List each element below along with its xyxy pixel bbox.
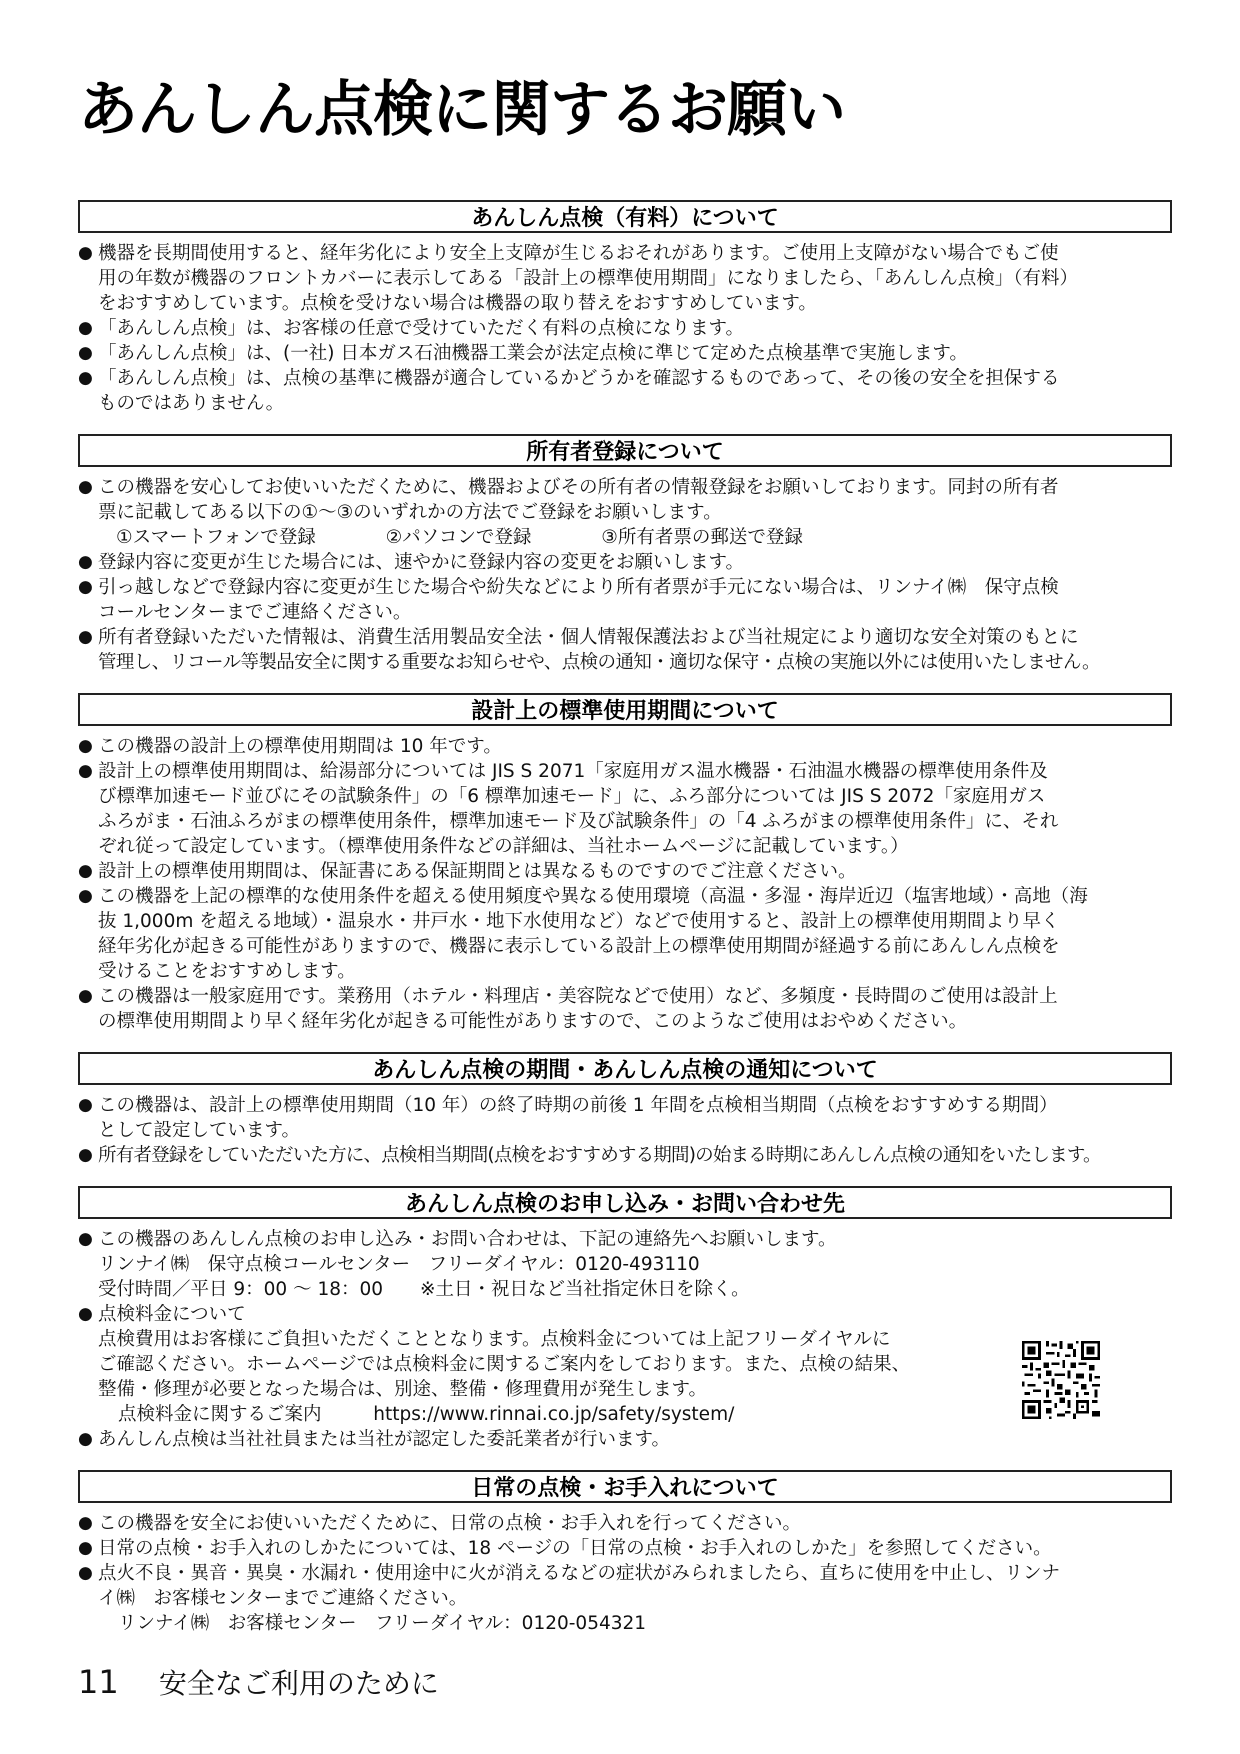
section-heading: あんしん点検（有料）について bbox=[78, 200, 1172, 233]
section-application-contact bbox=[78, 1186, 1172, 1452]
list-item: ● 「あんしん点検」は、お客様の任意で受けていただく有料の点検になります。 bbox=[78, 318, 745, 339]
item-list bbox=[78, 734, 1172, 1034]
list-item: ● 「あんしん点検」は、(一社) 日本ガス石油機器工業会が法定点検に準じて定めた点検基準で実施します。 bbox=[78, 343, 968, 364]
list-item: ● この機器の設計上の標準使用期間は 10 年です。 bbox=[78, 736, 502, 757]
registration-options bbox=[78, 525, 1172, 550]
list-item: ● 所有者登録いただいた情報は、消費生活用製品安全法・個人情報保護法および当社規定により適切な安全対策のもとに 管理し、リコール等製品安全に関する重要なお知らせや、点検の通知・適切な保守・点検の実施以外には使用いたしません。 bbox=[78, 627, 1100, 673]
bullet-icon: ● bbox=[78, 1229, 93, 1249]
section-heading: 日常の点検・お手入れについて bbox=[78, 1470, 1172, 1503]
item-list bbox=[78, 1227, 1172, 1452]
item-list bbox=[78, 241, 1172, 416]
fee-info-url[interactable]: https://www.rinnai.co.jp/safety/system/ bbox=[373, 1404, 735, 1425]
call-center-phone: リンナイ㈱ 保守点検コールセンター フリーダイヤル：0120-493110 bbox=[98, 1254, 700, 1275]
bullet-icon: ● bbox=[78, 552, 93, 572]
option-pc: ②パソコンで登録 bbox=[385, 527, 532, 548]
list-item: ● この機器を上記の標準的な使用条件を超える使用頻度や異なる使用環境（高温・多湿・海岸近辺（塩害地域）・高地（海 抜 1,000m を超える地域）・温泉水・井戸水・地下水使用など）などで使用すると、設計上の標準使用期間より早く 経年劣化が起きる可能性がありますので、機器に表示している設計上の標準使用期間が経過する前にあんしん点検を 受けることをおすすめします。 bbox=[78, 886, 1088, 982]
bullet-icon: ● bbox=[78, 886, 93, 906]
sections-container bbox=[78, 200, 1172, 1654]
bullet-icon: ● bbox=[78, 1145, 93, 1165]
list-item: ● 点検料金について 点検費用はお客様にご負担いただくこととなります。点検料金については上記フリーダイヤルに ご確認ください。ホームページでは点検料金に関するご案内をしております。また、点検の結果、 整備・修理が必要となった場合は、別途、整備・修理費用が発生します。 点検料金に関するご案内 https://www.rinnai.co.jp/safety/system/ bbox=[78, 1302, 1172, 1427]
list-item: ● あんしん点検は当社社員または当社が認定した委託業者が行います。 bbox=[78, 1429, 671, 1450]
list-item: ● この機器は、設計上の標準使用期間（10 年）の終了時期の前後 1 年間を点検相当期間（点検をおすすめする期間） として設定しています。 bbox=[78, 1095, 1058, 1141]
list-item: ● この機器を安全にお使いいただくために、日常の点検・お手入れを行ってください。 bbox=[78, 1513, 802, 1534]
item-list bbox=[78, 475, 1172, 525]
page-number: 11 bbox=[78, 1663, 119, 1701]
list-item: ● 設計上の標準使用期間は、給湯部分については JIS S 2071「家庭用ガス温水機器・石油温水機器の標準使用条件及 び標準加速モード並びにその試験条件」の「6 標準加速モード」に、ふろ部分については JIS S 2072「家庭用ガス ふろがま・石油ふろがまの標準使用条件，標準加速モード及び試験条件」の「4 ふろがまの標準使用条件」に、それ ぞれ従って設定しています。（標準使用条件などの詳細は、当社ホームページに記載しています。） bbox=[78, 761, 1059, 857]
section-owner-registration bbox=[78, 434, 1172, 675]
fee-info-label: 点検料金に関するご案内 bbox=[118, 1404, 322, 1425]
item-list bbox=[78, 1511, 1172, 1636]
option-smartphone: ①スマートフォンで登録 bbox=[116, 527, 316, 548]
section-inspection-period-notice bbox=[78, 1052, 1172, 1168]
bullet-icon: ● bbox=[78, 1304, 93, 1324]
qr-code[interactable] bbox=[1022, 1341, 1100, 1419]
section-daily-maintenance bbox=[78, 1470, 1172, 1636]
bullet-icon: ● bbox=[78, 736, 93, 756]
footer-section-title: 安全なご利用のために bbox=[158, 1667, 439, 1700]
section-standard-usage-period bbox=[78, 693, 1172, 1034]
bullet-icon: ● bbox=[78, 577, 93, 597]
fee-info-link-line bbox=[98, 1402, 1172, 1427]
list-item: ● 所有者登録をしていただいた方に、点検相当期間(点検をおすすめする期間)の始まる時期にあんしん点検の通知をいたします。 bbox=[78, 1145, 1101, 1166]
customer-center-phone: リンナイ㈱ お客様センター フリーダイヤル：0120-054321 bbox=[118, 1613, 647, 1634]
option-mail: ③所有者票の郵送で登録 bbox=[601, 527, 803, 548]
section-heading: 所有者登録について bbox=[78, 434, 1172, 467]
bullet-icon: ● bbox=[78, 243, 93, 263]
page-footer bbox=[78, 1662, 439, 1704]
item-list bbox=[78, 550, 1172, 675]
bullet-icon: ● bbox=[78, 1095, 93, 1115]
list-item: ● 設計上の標準使用期間は、保証書にある保証期間とは異なるものですのでご注意ください。 bbox=[78, 861, 857, 882]
bullet-icon: ● bbox=[78, 627, 93, 647]
list-item: ● この機器のあんしん点検のお申し込み・お問い合わせは、下記の連絡先へお願いします。 リンナイ㈱ 保守点検コールセンター フリーダイヤル：0120-493110 受付時間／平日 9：00 ～ 18：00 ※土日・祝日など当社指定休日を除く。 bbox=[78, 1227, 1172, 1302]
list-item: ● 点火不良・異音・異臭・水漏れ・使用途中に火が消えるなどの症状がみられましたら、直ちに使用を中止し、リンナ イ㈱ お客様センターまでご連絡ください。 リンナイ㈱ お客様センター フリーダイヤル：0120-054321 bbox=[78, 1561, 1172, 1636]
list-item: ● 「あんしん点検」は、点検の基準に機器が適合しているかどうかを確認するものであって、その後の安全を担保する ものではありません。 bbox=[78, 368, 1060, 414]
list-item: ● 機器を長期間使用すると、経年劣化により安全上支障が生じるおそれがあります。ご使用上支障がない場合でもご使 用の年数が機器のフロントカバーに表示してある「設計上の標準使用期間」になりましたら、「あんしん点検」（有料） をおすすめしています。点検を受けない場合は機器の取り替えをおすすめしています。 bbox=[78, 243, 1078, 314]
list-item: ● この機器は一般家庭用です。業務用（ホテル・料理店・美容院などで使用）など、多頻度・長時間のご使用は設計上 の標準使用期間より早く経年劣化が起きる可能性がありますので、このようなご使用はおやめください。 bbox=[78, 986, 1058, 1032]
bullet-icon: ● bbox=[78, 1513, 93, 1533]
section-heading: 設計上の標準使用期間について bbox=[78, 693, 1172, 726]
item-list bbox=[78, 1093, 1172, 1168]
bullet-icon: ● bbox=[78, 318, 93, 338]
page-title: あんしん点検に関するお願い bbox=[78, 75, 845, 145]
list-item: ● 日常の点検・お手入れのしかたについては、18 ページの「日常の点検・お手入れのしかた」を参照してください。 bbox=[78, 1538, 1052, 1559]
bullet-icon: ● bbox=[78, 986, 93, 1006]
section-heading: あんしん点検のお申し込み・お問い合わせ先 bbox=[78, 1186, 1172, 1219]
list-item: ● この機器を安心してお使いいただくために、機器およびその所有者の情報登録をお願いしております。同封の所有者 票に記載してある以下の①～③のいずれかの方法でご登録をお願いします。 bbox=[78, 477, 1059, 523]
bullet-icon: ● bbox=[78, 1563, 93, 1583]
list-item: ● 登録内容に変更が生じた場合には、速やかに登録内容の変更をお願いします。 bbox=[78, 552, 745, 573]
reception-hours: 受付時間／平日 9：00 ～ 18：00 ※土日・祝日など当社指定休日を除く。 bbox=[98, 1279, 750, 1300]
list-item: ● 引っ越しなどで登録内容に変更が生じた場合や紛失などにより所有者票が手元にない場合は、リンナイ㈱ 保守点検 コールセンターまでご連絡ください。 bbox=[78, 577, 1059, 623]
section-anshin-inspection bbox=[78, 200, 1172, 416]
bullet-icon: ● bbox=[78, 1429, 93, 1449]
bullet-icon: ● bbox=[78, 368, 93, 388]
bullet-icon: ● bbox=[78, 761, 93, 781]
bullet-icon: ● bbox=[78, 861, 93, 881]
bullet-icon: ● bbox=[78, 1538, 93, 1558]
bullet-icon: ● bbox=[78, 477, 93, 497]
bullet-icon: ● bbox=[78, 343, 93, 363]
section-heading: あんしん点検の期間・あんしん点検の通知について bbox=[78, 1052, 1172, 1085]
